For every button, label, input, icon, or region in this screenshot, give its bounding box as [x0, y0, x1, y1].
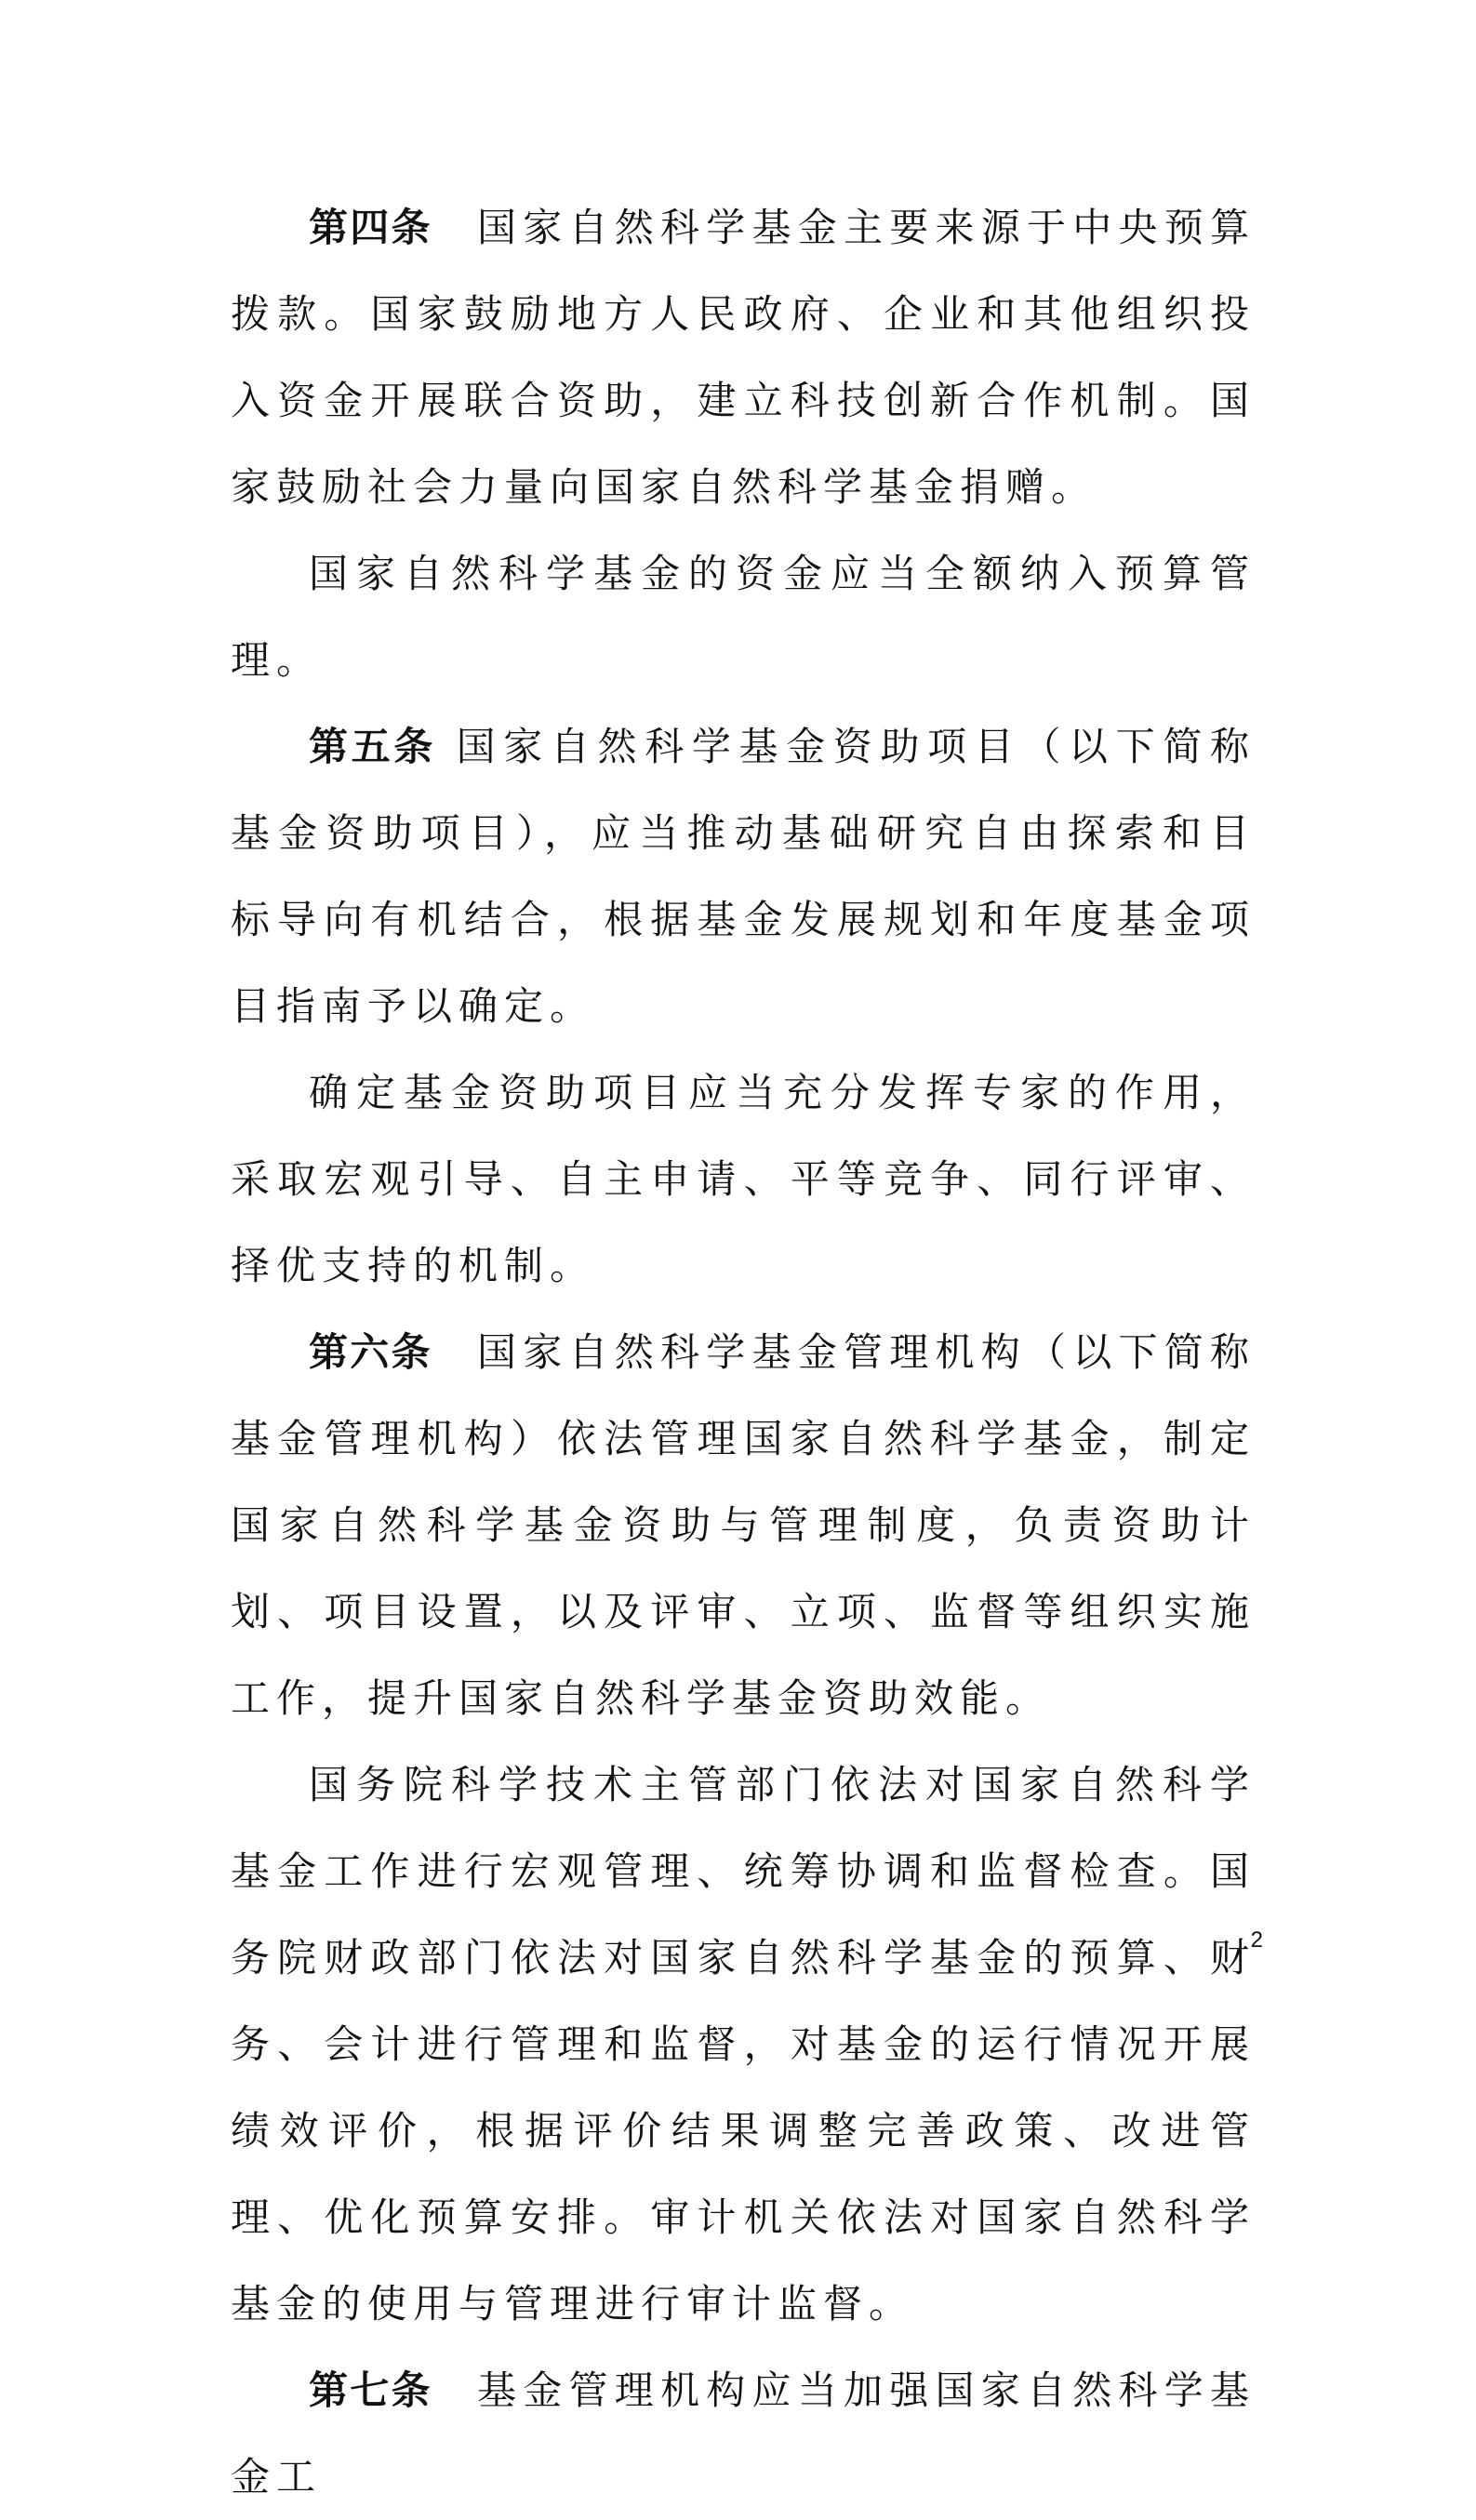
paragraph-text: 国家自然科学基金的资金应当全额纳入预算管理。	[231, 551, 1256, 683]
paragraph-text: 国家自然科学基金管理机构（以下简称基金管理机构）依法管理国家自然科学基金，制定国家自然科学基金资助与管理制度，负责资助计划、项目设置，以及评审、立项、监督等组织实施工作，提升国家自然科学基金资助效能。	[231, 1329, 1256, 1721]
page-number: 2	[1250, 1927, 1263, 1953]
paragraph-text: 基金管理机构应当加强国家自然科学基金工	[231, 2367, 1256, 2500]
paragraph-budget	[231, 530, 1256, 703]
paragraph-article-4	[231, 184, 1256, 530]
article-label: 第七条	[309, 2367, 432, 2413]
paragraph-article-5	[231, 703, 1256, 1049]
paragraph-expert-role	[231, 1049, 1256, 1309]
paragraph-article-6	[231, 1309, 1256, 1741]
paragraph-text: 国家自然科学基金资助项目（以下简称基金资助项目），应当推动基础研究自由探索和目标导向有机结合，根据基金发展规划和年度基金项目指南予以确定。	[231, 724, 1256, 1029]
article-label: 第四条	[309, 205, 432, 250]
article-label: 第六条	[309, 1329, 432, 1375]
article-label: 第五条	[309, 724, 436, 769]
paragraph-text: 国务院科学技术主管部门依法对国家自然科学基金工作进行宏观管理、统筹协调和监督检查。国务院财政部门依法对国家自然科学基金的预算、财务、会计进行管理和监督，对基金的运行情况开展绩效评价，根据评价结果调整完善政策、改进管理、优化预算安排。审计机关依法对国家自然科学基金的使用与管理进行审计监督。	[231, 1762, 1256, 2327]
paragraph-state-council	[231, 1741, 1256, 2347]
paragraph-text: 确定基金资助项目应当充分发挥专家的作用，采取宏观引导、自主申请、平等竞争、同行评审、择优支持的机制。	[231, 1070, 1256, 1288]
document-body	[231, 184, 1256, 2520]
paragraph-article-7	[231, 2347, 1256, 2520]
paragraph-text: 国家自然科学基金主要来源于中央预算拨款。国家鼓励地方人民政府、企业和其他组织投入资金开展联合资助，建立科技创新合作机制。国家鼓励社会力量向国家自然科学基金捐赠。	[231, 205, 1256, 510]
